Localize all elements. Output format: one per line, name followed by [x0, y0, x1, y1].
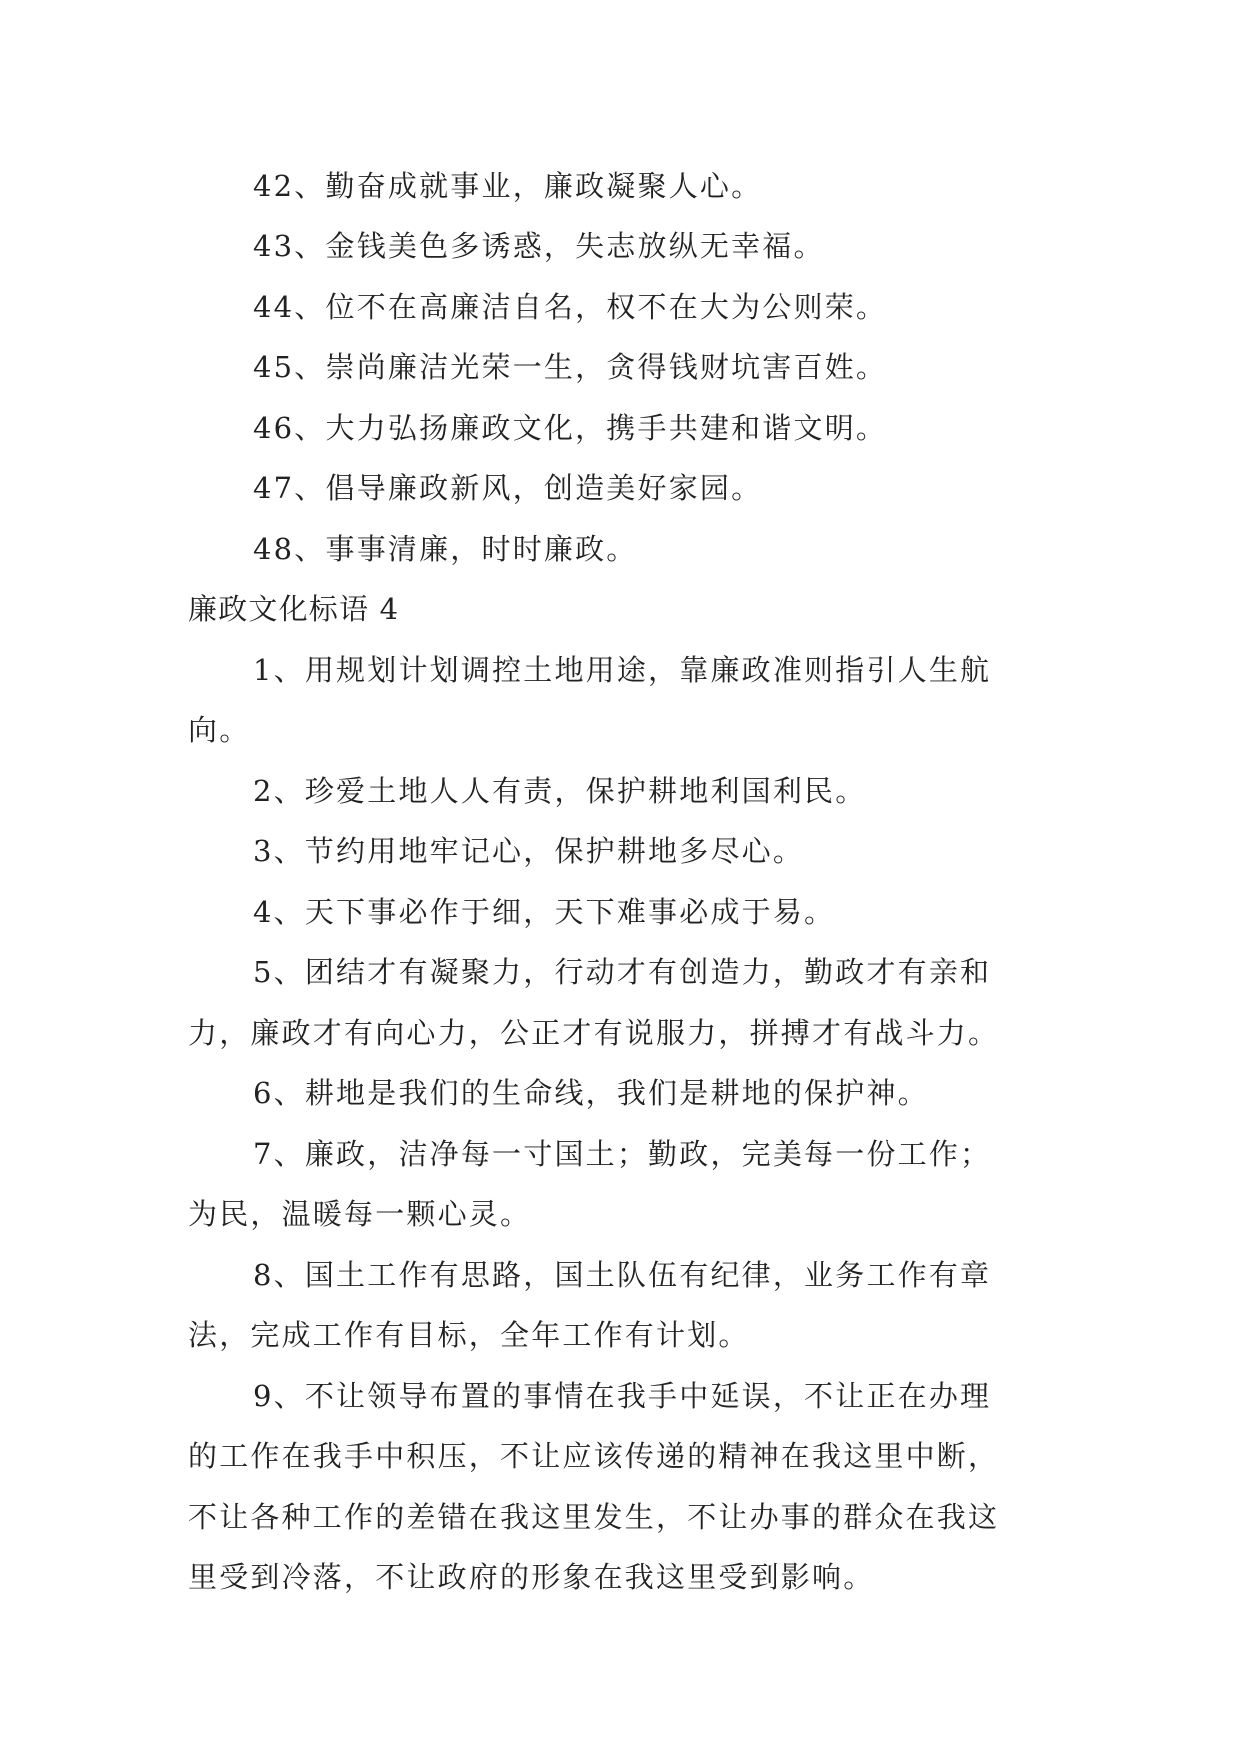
slogan-48: 48、事事清廉，时时廉政。: [253, 532, 638, 566]
item-2: 2、珍爱土地人人有责，保护耕地利国利民。: [253, 774, 867, 808]
slogan-42: 42、勤奋成就事业，廉政凝聚人心。: [253, 169, 763, 203]
item-5-line-1: 5、团结才有凝聚力，行动才有创造力，勤政才有亲和: [253, 955, 992, 989]
slogan-46: 46、大力弘扬廉政文化，携手共建和谐文明。: [253, 411, 888, 445]
item-7-line-2: 为民，温暖每一颗心灵。: [188, 1197, 532, 1231]
item-8-line-2: 法，完成工作有目标，全年工作有计划。: [188, 1318, 750, 1352]
item-7-line-1: 7、廉政，洁净每一寸国土；勤政，完美每一份工作；: [253, 1137, 992, 1171]
section-heading: 廉政文化标语 4: [188, 592, 400, 626]
item-3: 3、节约用地牢记心，保护耕地多尽心。: [253, 834, 805, 868]
item-6: 6、耕地是我们的生命线，我们是耕地的保护神。: [253, 1076, 929, 1110]
item-9-line-2: 的工作在我手中积压，不让应该传递的精神在我这里中断，: [188, 1439, 1000, 1473]
item-9-line-4: 里受到冷落，不让政府的形象在我这里受到影响。: [188, 1560, 875, 1594]
slogan-45: 45、崇尚廉洁光荣一生，贪得钱财坑害百姓。: [253, 350, 888, 384]
item-4: 4、天下事必作于细，天下难事必成于易。: [253, 895, 836, 929]
item-1-line-1: 1、用规划计划调控土地用途，靠廉政准则指引人生航: [253, 653, 992, 687]
slogan-44: 44、位不在高廉洁自名，权不在大为公则荣。: [253, 290, 888, 324]
item-1-line-2: 向。: [188, 713, 251, 747]
slogan-43: 43、金钱美色多诱惑，失志放纵无幸福。: [253, 229, 825, 263]
item-9-line-3: 不让各种工作的差错在我这里发生，不让办事的群众在我这: [188, 1500, 1000, 1534]
item-5-line-2: 力，廉政才有向心力，公正才有说服力，拼搏才有战斗力。: [188, 1016, 1000, 1050]
item-9-line-1: 9、不让领导布置的事情在我手中延误，不让正在办理: [253, 1379, 992, 1413]
item-8-line-1: 8、国土工作有思路，国土队伍有纪律，业务工作有章: [253, 1258, 992, 1292]
slogan-47: 47、倡导廉政新风，创造美好家园。: [253, 471, 763, 505]
